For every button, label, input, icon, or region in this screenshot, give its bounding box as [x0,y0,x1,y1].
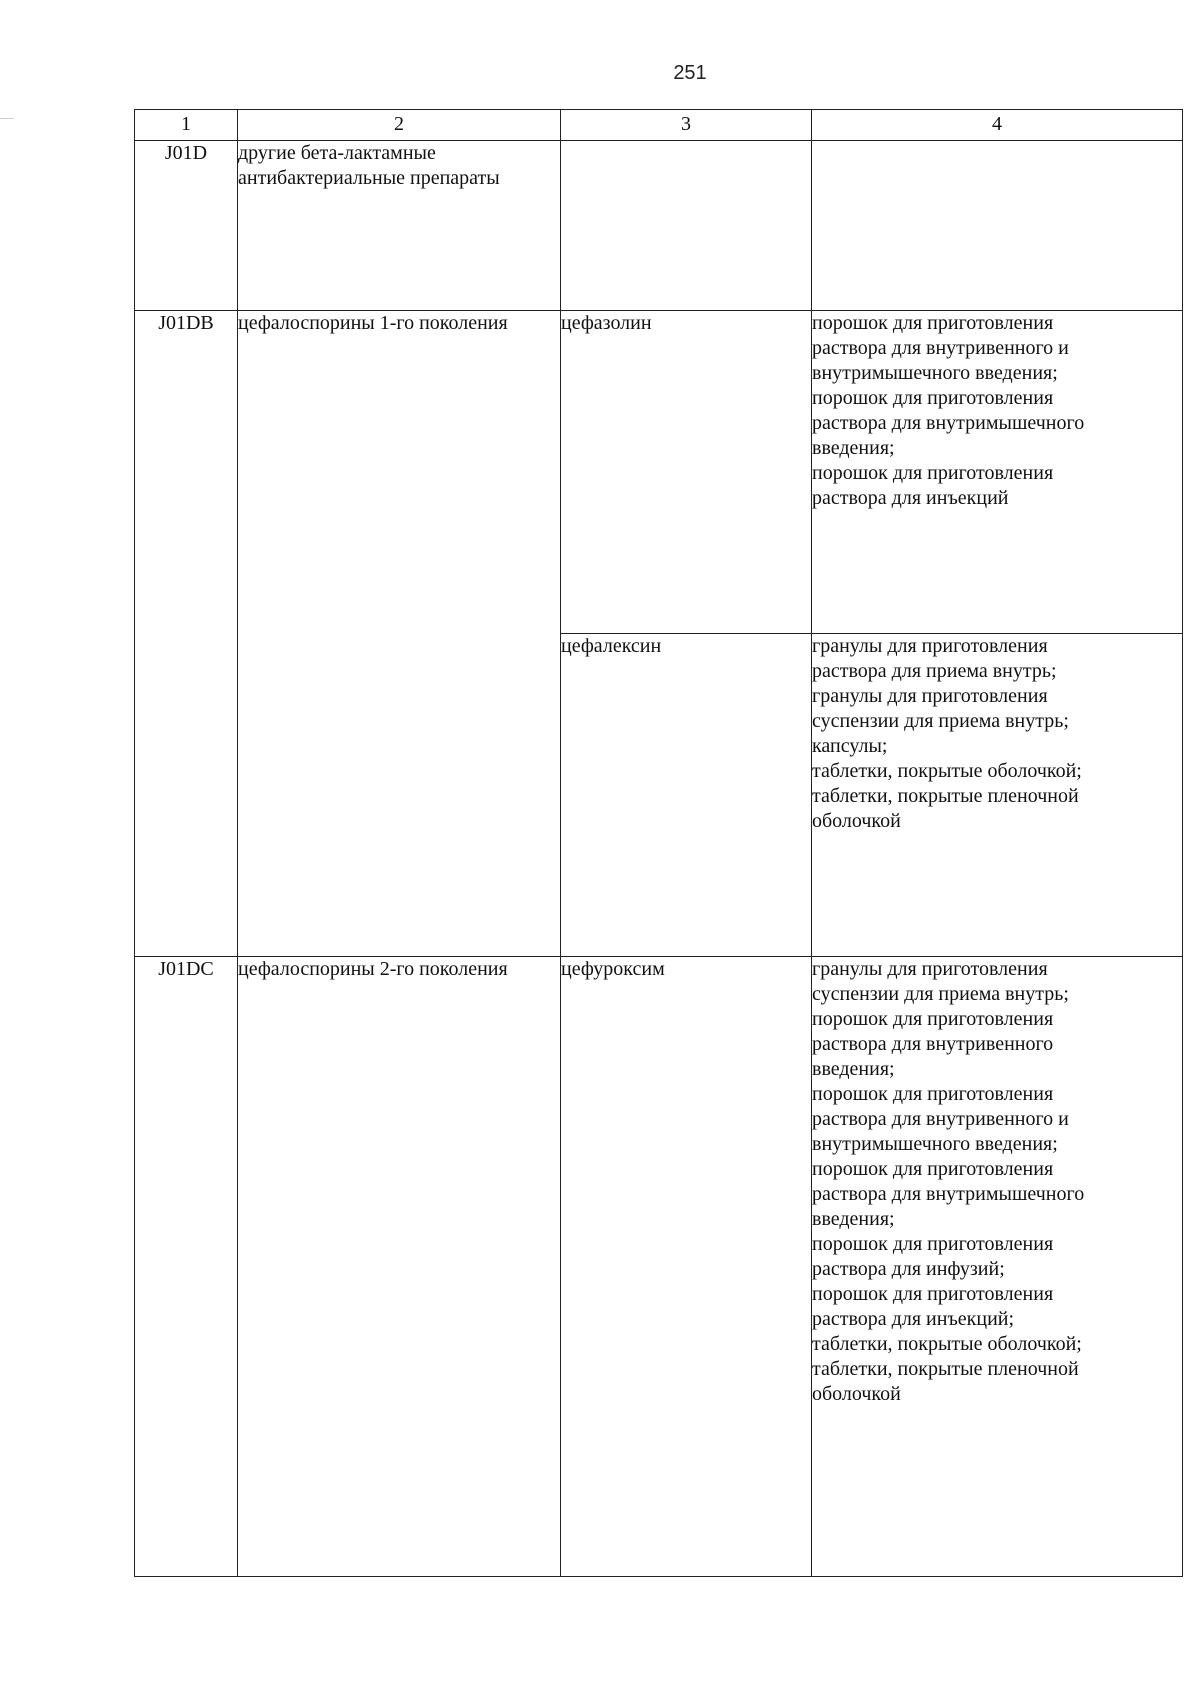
dosage-form-cell [812,957,1183,1577]
atc-code-cell: J01DB [135,311,238,957]
drug-table [134,109,1183,1577]
dosage-form-line: порошок для приготовления [812,1008,1054,1030]
drug-name-cell: цефазолин [561,311,812,634]
dosage-form-line: раствора для внутримышечного [812,1183,1085,1205]
dosage-form-line: раствора для инфузий; [812,1258,1005,1280]
dosage-form-line: таблетки, покрытые оболочкой; [812,1333,1082,1355]
dosage-form-cell [812,311,1183,634]
drug-name-cell [561,141,812,311]
atc-code-cell: J01DC [135,957,238,1577]
dosage-form-line: таблетки, покрытые пленочной [812,785,1079,807]
dosage-form-line: порошок для приготовления [812,387,1054,409]
pharmacological-group-cell: цефалоспорины 1-го поколения [238,311,561,957]
table-row [135,957,1183,1577]
dosage-form-line: раствора для инъекций [812,487,1009,509]
dosage-form-line: порошок для приготовления [812,462,1054,484]
dosage-form-line: порошок для приготовления [812,1083,1054,1105]
dosage-form-line: раствора для внутривенного и [812,337,1069,359]
drug-name-cell: цефуроксим [561,957,812,1577]
dosage-form-line: гранулы для приготовления [812,685,1048,707]
pharmacological-group-cell: другие бета-лактамные антибактериальные препараты [238,141,561,311]
dosage-form-line: введения; [812,1058,895,1080]
dosage-form-line: введения; [812,437,895,459]
dosage-form-line: введения; [812,1208,895,1230]
dosage-form-line: раствора для внутримышечного [812,412,1085,434]
table-row [135,311,1183,634]
dosage-form-line: суспензии для приема внутрь; [812,710,1069,732]
dosage-form-line: внутримышечного введения; [812,362,1058,384]
column-number-row [135,110,1183,141]
column-number-3: 3 [561,110,812,141]
dosage-form-line: оболочкой [812,1383,901,1405]
dosage-form-line: таблетки, покрытые оболочкой; [812,760,1082,782]
pharmacological-group-cell: цефалоспорины 2-го поколения [238,957,561,1577]
dosage-form-line: капсулы; [812,735,888,757]
column-number-4: 4 [812,110,1183,141]
dosage-form-line: раствора для внутривенного [812,1033,1054,1055]
column-number-2: 2 [238,110,561,141]
dosage-form-line: раствора для инъекций; [812,1308,1015,1330]
dosage-form-line: таблетки, покрытые пленочной [812,1358,1079,1380]
dosage-form-cell [812,141,1183,311]
table-row [135,141,1183,311]
atc-code-cell: J01D [135,141,238,311]
dosage-form-line: суспензии для приема внутрь; [812,983,1069,1005]
scan-margin-mark [0,118,14,119]
dosage-form-line: гранулы для приготовления [812,635,1048,657]
dosage-form-line: внутримышечного введения; [812,1133,1058,1155]
page-number: 251 [673,62,707,84]
dosage-form-line: раствора для внутривенного и [812,1108,1069,1130]
drug-name-cell: цефалексин [561,634,812,957]
dosage-form-cell [812,634,1183,957]
dosage-form-line: раствора для приема внутрь; [812,660,1057,682]
dosage-form-line: порошок для приготовления [812,1233,1054,1255]
dosage-form-line: оболочкой [812,810,901,832]
dosage-form-line: порошок для приготовления [812,1158,1054,1180]
dosage-form-line: гранулы для приготовления [812,958,1048,980]
dosage-form-line: порошок для приготовления [812,312,1054,334]
dosage-form-line: порошок для приготовления [812,1283,1054,1305]
column-number-1: 1 [135,110,238,141]
